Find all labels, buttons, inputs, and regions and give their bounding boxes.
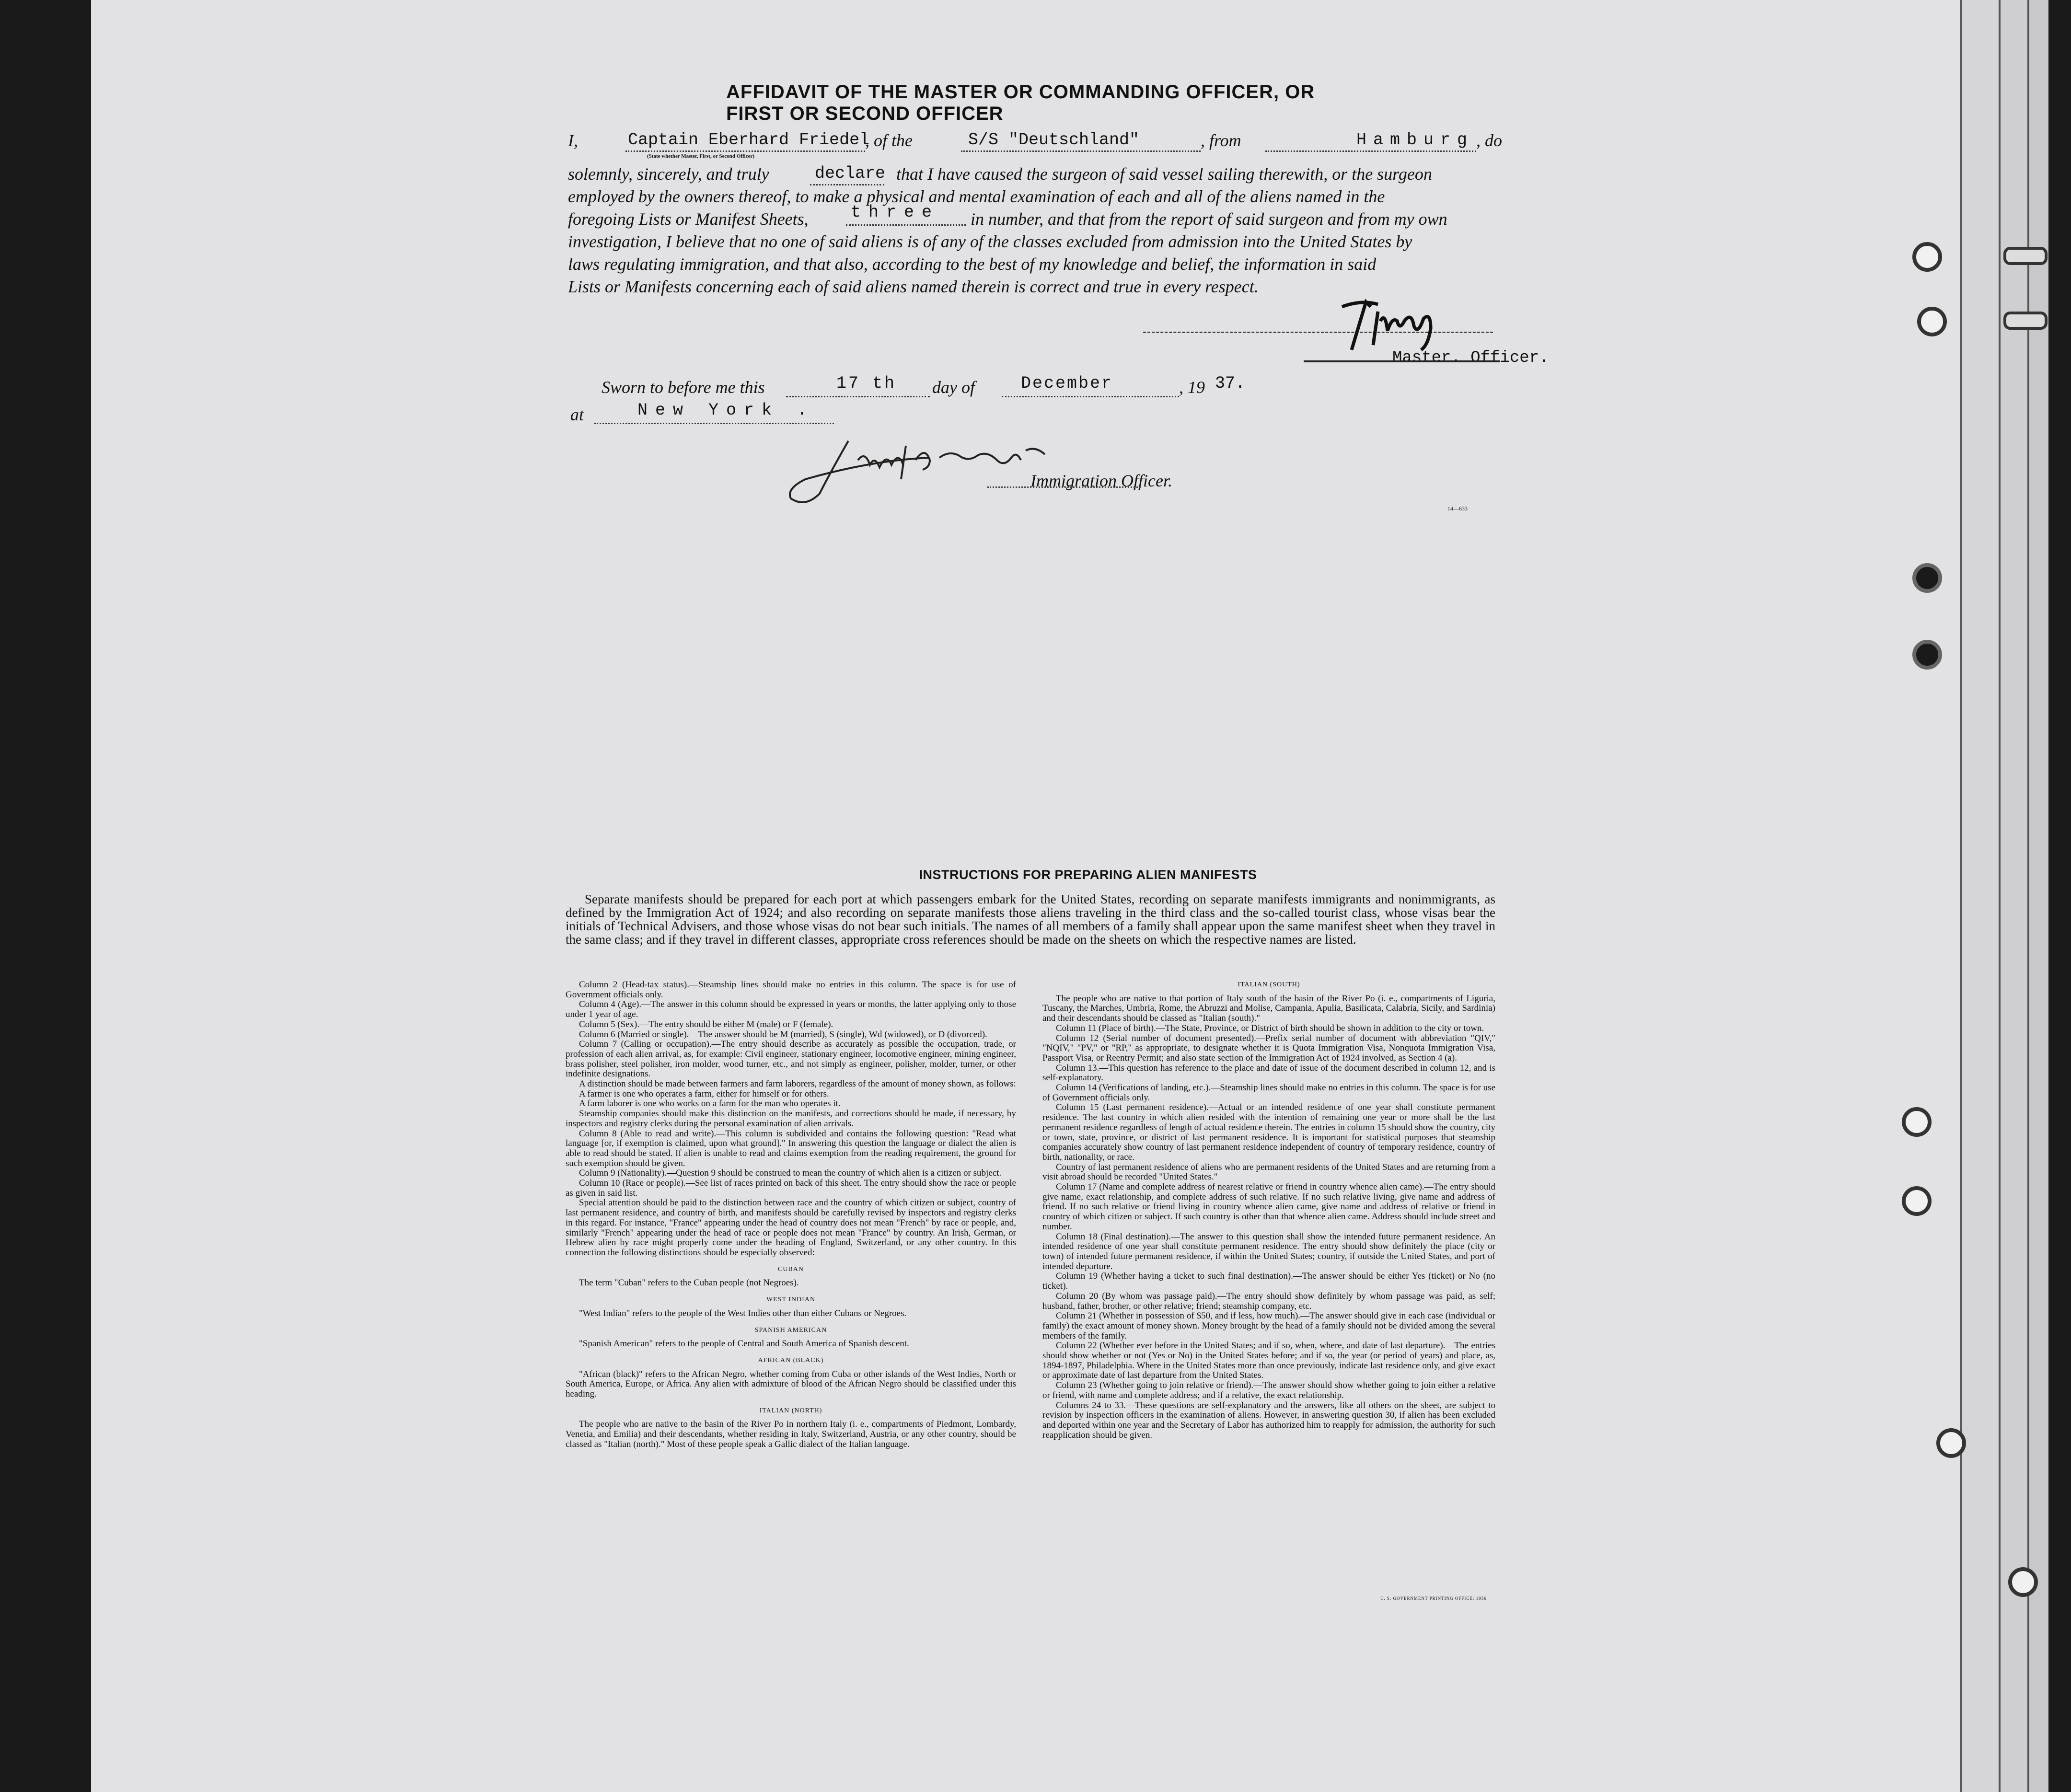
declare-word: declare — [815, 164, 886, 183]
of-the-text: , of the — [865, 131, 913, 150]
instructions-left-column — [566, 980, 1016, 1450]
sworn-month: December — [1021, 374, 1113, 393]
instruction-paragraph: Column 18 (Final destination).—The answer to this question shall show the intended future permanent residence. An intended residence of one year shall constitute permanent residence. The entry should show definitely the place (city or town) of intended future permanent residence, if within the United States; country, if outside the United States, and port of intended departure. — [1042, 1231, 1495, 1272]
binder-hole — [1912, 563, 1942, 593]
instruction-paragraph: Column 4 (Age).—The answer in this column should be expressed in years or months, the latter applying only to those under 1 year of age. — [566, 999, 1016, 1020]
port-name: Hamburg — [1356, 130, 1474, 150]
page-edge-3 — [2027, 0, 2048, 1792]
african-text: "African (black)" refers to the African Negro, whether coming from Cuba or other islands of the West Indies, North or South America, Europe, or Africa. Any alien with admixture of blood of the African Negro should be classified under this heading. — [566, 1369, 1016, 1399]
signature-caption: Master. Officer. — [1392, 349, 1549, 367]
section-heading-italian-north: ITALIAN (NORTH) — [759, 1407, 822, 1414]
instruction-paragraph: Column 8 (Able to read and write).—This column is subdivided and contains the following question: "Read what language [or, if exemption is claimed, upon what ground]." In answering this question the language or dialect the alien is able to read should be stated. If alien is unable to read and claims exemption from the reading requirement, the ground for such exemption should be given. — [566, 1128, 1016, 1168]
declare-fill-line — [810, 184, 884, 185]
instruction-paragraph: Column 15 (Last permanent residence).—Actual or an intended residence of one year shall constitute permanent residence. The last country in which alien resided with the intention of remaining one year or more shall be the last permanent residence regardless of length of actual residence therein. The entries in column 15 should show the country, city or town, state, province, or district of last permanent residence. It is important for statistical purposes that steamship companies accurately show country of last permanent residence independent of country of temporary residence, country of birth, nationality, or race. — [1042, 1102, 1495, 1162]
page-edge-2 — [1999, 0, 2029, 1792]
binder-hole — [1902, 1186, 1932, 1216]
port-fill-line — [1265, 150, 1476, 152]
instruction-paragraph: Column 13.—This question has reference to the place and date of issue of the document described in column 12, and is self-explanatory. — [1042, 1063, 1495, 1083]
ship-name: S/S "Deutschland" — [968, 130, 1140, 150]
do-text: , do — [1476, 131, 1502, 150]
affidavit-prefix: I, — [568, 131, 578, 150]
sworn-year: 37. — [1215, 374, 1246, 393]
instruction-paragraph: The people who are native to that portion of Italy south of the basin of the River Po (i. e., compartments of Liguria, Tuscany, the Marches, Umbria, Rome, the Abruzzi and Molise, Campania, Apulia, Basilicata, Calabria, Sicily, and Sardinia) and their descendants should be classed as "Italian (south)." — [1042, 993, 1495, 1024]
affidavit-line7: Lists or Manifests concerning each of said aliens named therein is correct and true in every respect. — [568, 277, 1259, 296]
instruction-paragraph: Column 14 (Verifications of landing, etc.).—Steamship lines should make no entries in this column. The space is for use of Government officials only. — [1042, 1083, 1495, 1103]
sworn-place: New York . — [637, 401, 815, 420]
officer-caption: (State whether Master, First, or Second Officer) — [647, 153, 755, 159]
instructions-right-column — [1042, 980, 1495, 1440]
day-fill-line — [786, 396, 930, 397]
month-fill-line — [1002, 396, 1179, 397]
instruction-paragraph: Column 11 (Place of birth).—The State, Province, or District of birth should be shown in addition to the city or town. — [1056, 1023, 1484, 1033]
instruction-paragraph: Column 9 (Nationality).—Question 9 should be construed to mean the country of which alien is a citizen or subject. — [579, 1168, 1002, 1179]
binder-hole — [1912, 242, 1942, 272]
section-heading-cuban: CUBAN — [777, 1265, 804, 1273]
italian-north-text: The people who are native to the basin of the River Po in northern Italy (i. e., compartments of Piedmont, Lombardy, Venetia, and Emilia) and their descendants, whether residing in Italy, Switzerland, Austria, or any other country, should be classed as "Italian (north)." Most of these people speak a Gallic dialect of the Italian language. — [566, 1419, 1016, 1449]
cuban-text: The term "Cuban" refers to the Cuban people (not Negroes). — [579, 1278, 799, 1288]
instructions-intro: Separate manifests should be prepared for each port at which passengers embark for the United States, recording on separate manifests immigrants and nonimmigrants, as defined by the Immigration Act of 1924; and also recording on separate manifests those aliens traveling in the third class and the so-called tourist class, whose visas bear the initials of Technical Advisers, and those whose visas do not bear such initials. The names of all members of a family shall appear upon the same manifest sheet when they travel in the same class; and if they travel in different classes, appropriate cross references should be made on the sheets on which the respective names are listed. — [566, 892, 1495, 947]
binder-clip — [2003, 247, 2048, 265]
signature-rule — [1304, 360, 1500, 362]
count-fill-line — [846, 224, 966, 226]
instruction-paragraph: Column 2 (Head-tax status).—Steamship lines should make no entries in this column. The space is for use of Government officials only. — [566, 980, 1016, 1000]
sheet-count: three — [851, 203, 940, 222]
binder-hole — [1902, 1107, 1932, 1137]
instruction-paragraph: Column 19 (Whether having a ticket to such final destination).—The answer should be either Yes (ticket) or No (no ticket). — [1042, 1271, 1495, 1292]
instruction-paragraph: A distinction should be made between farmers and farm laborers, regardless of the amount of money shown, as follows: — [579, 1079, 1016, 1089]
binder-hole — [1917, 307, 1947, 336]
instruction-paragraph: Column 23 (Whether going to join relative or friend).—The answer should show whether going to join either a relative or friend, with name and complete address; and if a relative, the exact relationship. — [1042, 1380, 1495, 1400]
section-heading-spanish-american: SPANISH AMERICAN — [754, 1326, 827, 1334]
affidavit-line4-prefix: foregoing Lists or Manifest Sheets, — [568, 209, 809, 229]
page-edge-1 — [1960, 0, 2001, 1792]
from-text: , from — [1201, 131, 1241, 150]
instruction-paragraph: Column 12 (Serial number of document presented).—Prefix serial number of document with abbreviation "QIV," "NQIV," "PV," or "RP," as appropriate, to designate whether it is Quota Immigration Visa, Nonquota Immigration Visa, Passport Visa, or Reentry Permit; and also state section of the Immigration Act of 1924 involved, as Section 4 (a). — [1042, 1033, 1495, 1063]
printing-office-credit: U. S. GOVERNMENT PRINTING OFFICE: 1936 — [1380, 1596, 1487, 1601]
instruction-paragraph: Column 5 (Sex).—The entry should be either M (male) or F (female). — [579, 1019, 833, 1029]
instruction-paragraph: Country of last permanent residence of aliens who are permanent residents of the United States and are returning from a visit abroad should be recorded "United States." — [1042, 1162, 1495, 1182]
officer-signature-line — [987, 486, 1141, 488]
affidavit-line3: employed by the owners thereof, to make a physical and mental examination of each and all of the aliens named in the — [568, 187, 1385, 206]
instruction-paragraph: Column 21 (Whether in possession of $50, and if less, how much).—The answer should give in each case (individual or family) the exact amount of money shown. Money brought by the head of a family should not be divided among the several members of the family. — [1042, 1311, 1495, 1341]
binder-hole — [2008, 1567, 2038, 1597]
sworn-day: 17 th — [836, 374, 897, 393]
instruction-paragraph: Columns 24 to 33.—These questions are self-explanatory and the answers, like all others on the sheet, are subject to revision by inspection officers in the examination of aliens. However, in answering question 30, if alien has been excluded and deported within one year and the Secretary of Labor has authorized him to reapply for admission, the authority for such reapplication should be given. — [1042, 1400, 1495, 1440]
binder-hole — [1936, 1428, 1966, 1458]
instruction-paragraph: A farmer is one who operates a farm, either for himself or for others. — [579, 1088, 829, 1099]
instruction-paragraph: Column 7 (Calling or occupation).—The entry should describe as accurately as possible the occupation, trade, or profession of each alien arrival, as, for example: Civil engineer, stationary engineer, locomotive engineer, mining engineer, brass polisher, steel polisher, iron molder, wood turner, etc., and not simply as engineer, polisher, molder, turner, or other indefinite designations. — [566, 1039, 1016, 1079]
sworn-prefix: Sworn to before me this — [602, 378, 765, 397]
officer-name: Captain Eberhard Friedel — [628, 130, 870, 150]
immigration-officer-caption: Immigration Officer. — [1030, 471, 1172, 490]
section-heading-african: AFRICAN (BLACK) — [758, 1356, 824, 1364]
affidavit-line6: laws regulating immigration, and that also, according to the best of my knowledge and belief, the information in said — [568, 254, 1377, 274]
binder-hole — [1912, 640, 1942, 670]
year-prefix: , 19 — [1179, 378, 1205, 397]
affidavit-line5: investigation, I believe that no one of said aliens is of any of the classes excluded from admission into the United States by — [568, 232, 1412, 251]
affidavit-title: AFFIDAVIT OF THE MASTER OR COMMANDING OFFICER, OR FIRST OR SECOND OFFICER — [726, 81, 1315, 124]
spanish-american-text: "Spanish American" refers to the people of Central and South America of Spanish descent. — [579, 1339, 909, 1349]
affidavit-line2: that I have caused the surgeon of said vessel sailing therewith, or the surgeon — [896, 164, 1432, 184]
instruction-paragraph: Column 10 (Race or people).—See list of races printed on back of this sheet. The entry should show the race or people as given in said list. — [566, 1178, 1016, 1198]
affidavit-line2-prefix: solemnly, sincerely, and truly — [568, 164, 769, 184]
instruction-paragraph: Special attention should be paid to the distinction between race and the country of which citizen or subject, country of last permanent residence, and country of birth, and manifests should be carefully revised by inspectors and registry clerks in this regard. For instance, "France" appearing under the head of country does not mean "French" by race or people, and, similarly "French" appearing under the head of race or people does not mean "France" by country. An Irish, German, or Hebrew alien by race might properly come under the heading of England, Switzerland, or any other country. In this connection the following distinctions should be especially observed: — [566, 1198, 1016, 1258]
affidavit-line4: in number, and that from the report of said surgeon and from my own — [971, 209, 1447, 229]
instruction-paragraph: Column 6 (Married or single).—The answer should be M (married), S (single), Wd (widowed), or D (divorced). — [579, 1029, 987, 1040]
section-heading-west-indian: WEST INDIAN — [766, 1296, 816, 1304]
day-of-text: day of — [932, 378, 975, 397]
west-indian-text: "West Indian" refers to the people of the West Indies other than either Cubans or Negroes. — [579, 1308, 907, 1318]
instructions-title: INSTRUCTIONS FOR PREPARING ALIEN MANIFESTS — [919, 867, 1257, 882]
instruction-paragraph: Column 20 (By whom was passage paid).—The entry should show definitely by whom passage was paid, as self; husband, father, brother, or other relative; friend; steamship company, etc. — [1042, 1291, 1495, 1311]
form-number: 14—633 — [1447, 505, 1468, 512]
instruction-paragraph: Column 17 (Name and complete address of nearest relative or friend in country whence alien came).—The entry should give name, exact relationship, and complete address of such relative. If no such relative living, give name and address of friend. If no such relative or friend living in country whence alien came, give name and address of relative or friend in country of which citizen or subject. If such country is other than that whence alien came. Address should include street and number. — [1042, 1182, 1495, 1232]
section-heading-italian-south: ITALIAN (SOUTH) — [1238, 981, 1300, 988]
instruction-paragraph: A farm laborer is one who works on a farm for the man who operates it. — [579, 1098, 841, 1109]
place-fill-line — [594, 423, 834, 424]
instruction-paragraph: Steamship companies should make this distinction on the manifests, and corrections should be made, if necessary, by inspectors and registry clerks during the personal examination of alien arrivals. — [566, 1109, 1016, 1129]
instruction-paragraph: Column 22 (Whether ever before in the United States; and if so, when, where, and date of last departure).—The entries should show whether or not (Yes or No) in the United States before; and if so, the year (or period of years) and place, as, 1894-1897, Philadelphia. Where in the United States more than once previously, indicate last residence only, and give exact or approximate date of last departure from the United States. — [1042, 1341, 1495, 1381]
binder-clip — [2003, 312, 2048, 330]
ship-fill-line — [961, 150, 1201, 152]
at-text: at — [570, 405, 584, 424]
officer-fill-line — [625, 150, 865, 152]
